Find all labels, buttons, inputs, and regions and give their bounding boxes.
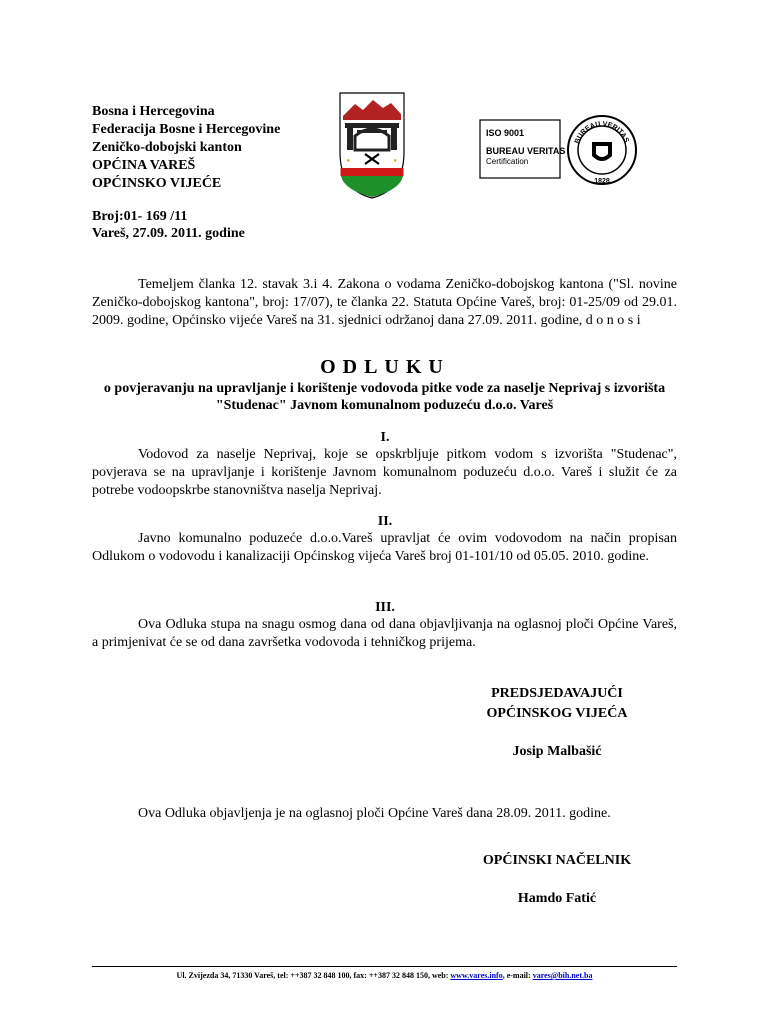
article-2-text: Javno komunalno poduzeće d.o.o.Vareš upravljat će ovim vodovodom na način propisan Odlukom o vodovodu i kanalizaciji Općinskog vijeća Vareš broj 01-101/10 od 05.05. 2010. godine. [92,531,677,564]
publication-note: Ova Odluka objavljenja je na oglasnoj ploči Općine Vareš dana 28.09. 2011. godine. [138,806,611,821]
seal-year: 1828 [594,178,610,185]
article-1-number: I. [380,430,390,445]
decision-title: ODLUKU [320,356,450,378]
footer-contact [92,971,677,980]
header-line-country: Bosna i Hercegovina [92,104,215,119]
footer-address: Ul. Zvijezda 34, 71330 Vareš, tel: ++387 32 848 100, fax: ++387 32 848 150, web: [176,971,451,980]
iso-certification-logo [478,112,638,188]
footer-email-link[interactable]: vares@bih.net.ba [532,971,593,980]
signature2-title: OPĆINSKI NAČELNIK [482,853,632,868]
document-reference [92,208,245,242]
svg-text:★: ★ [346,159,351,164]
decision-subtitle: o povjeravanju na upravljanje i korištenje vodovoda pitke vode za naselje Neprivaj s izvorišta "Studenac" Javnom komunalnom poduzeću d.o.o. Vareš [103,381,666,413]
article-2-number: II. [377,514,393,529]
article-3-number: III. [375,600,395,615]
header-line-canton: Zeničko-dobojski kanton [92,140,242,155]
article-3-text: Ova Odluka stupa na snagu osmog dana od dana objavljivanja na oglasnoj ploči Općine Vareš, a primjenivat će se od dana završetka vodovoda i tehničkog prijema. [92,617,677,650]
document-date: Vareš, 27.09. 2011. godine [92,226,245,241]
mayor-signature [462,851,652,909]
signature2-name: Hamdo Fatić [517,891,597,906]
issuer-header [92,103,280,193]
header-line-council: OPĆINSKO VIJEĆE [92,176,222,191]
council-chair-signature [462,684,652,762]
article-1-text: Vodovod za naselje Neprivaj, koje se opskrbljuje pitkom vodom s izvorišta "Studenac", povjerava se na upravljanje i korištenje Javnom komunalnom poduzeću d.o.o. Vareš i služit će za potrebe vodoopskrbe stanovništva naselja Neprivaj. [92,447,677,498]
municipality-coat-of-arms [337,90,407,200]
footer-email-label: , e-mail: [502,971,533,980]
iso-line2: BUREAU VERITAS [486,146,566,156]
header-line-federation: Federacija Bosne i Hercegovine [92,122,281,137]
seal-text: BUREAU VERITAS [573,120,630,145]
svg-text:★: ★ [393,159,398,164]
signature1-title-line2: OPĆINSKOG VIJEĆA [486,706,628,721]
header-line-municipality: OPĆINA VAREŠ [92,158,196,173]
preamble-paragraph: Temeljem članka 12. stavak 3.i 4. Zakona o vodama Zeničko-dobojskog kantona ("Sl. novine Zeničko-dobojskog kantona", broj: 17/07), te članka 22. Statuta Općine Vareš, broj: 01-25/09 od 29.01. 2009. godine, Općinsko vijeće Vareš na 31. sjednici održanoj dana 27.09. 2011. godine, d o n o s i [92,277,677,328]
document-number: Broj:01- 169 /11 [92,209,188,224]
iso-line3: Certification [486,157,529,166]
footer-web-link[interactable]: www.vares.info [450,971,503,980]
footer-divider [92,966,677,967]
signature1-title-line1: PREDSJEDAVAJUĆI [491,686,623,701]
iso-line1: ISO 9001 [486,128,525,138]
signature1-name: Josip Malbašić [512,744,602,759]
